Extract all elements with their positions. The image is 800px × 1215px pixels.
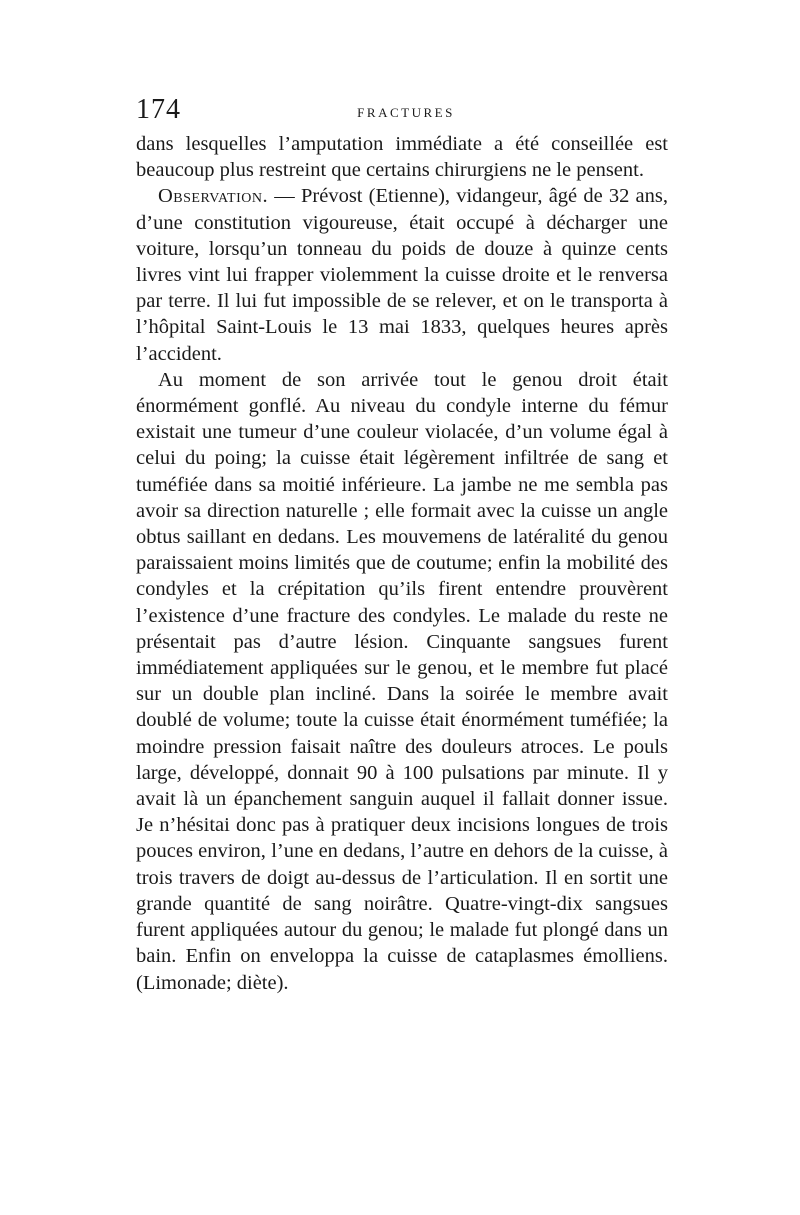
paragraph-observation (136, 183, 668, 366)
observation-text: — Prévost (Etienne), vidangeur, âgé de 32 ans, d’une constitution vigoureuse, était occupé à décharger une voiture, lorsqu’un tonneau du poids de douze à quinze cents livres vint lui frapper violemment la cuisse droite et le renversa par terre. Il lui fut impossible de se relever, et on le transporta à l’hôpital Saint-Louis le 13 mai 1833, quelques heures après l’accident. (136, 185, 668, 365)
body-text (136, 131, 668, 996)
running-head: FRACTURES (357, 105, 455, 120)
paragraph-continuation: dans lesquelles l’amputation immédiate a été conseillée est beaucoup plus restreint que certains chirurgiens ne le pensent. (136, 133, 668, 182)
observation-heading: Observation. (158, 185, 269, 208)
paragraph-clinical-course: Au moment de son arrivée tout le genou droit était énormément gonflé. Au niveau du condyle interne du fémur existait une tumeur d’une couleur violacée, d’un volume égal à celui du poing; la cuisse était légèrement infiltrée de sang et tuméfiée dans sa moitié inférieure. La jambe ne me sembla pas avoir sa direction naturelle ; elle formait avec la cuisse un angle obtus saillant en dedans. Les mouvemens de latéralité du genou paraissaient moins limités que de coutume; enfin la mobilité des condyles et la crépitation qu’ils firent entendre prouvèrent l’existence d’une fracture des condyles. Le malade du reste ne présentait pas d’autre lésion. Cinquante sangsues furent immédiatement appliquées sur le genou, et le membre fut placé sur un double plan incliné. Dans la soirée le membre avait doublé de volume; toute la cuisse était énormément tuméfiée; la moindre pression faisait naître des douleurs atroces. Le pouls large, développé, donnait 90 à 100 pulsations par minute. Il y avait là un épanchement sanguin auquel il fallait donner issue. Je n’hésitai donc pas à pratiquer deux incisions longues de trois pouces environ, l’une en dedans, l’autre en dehors de la cuisse, à trois travers de doigt au-dessus de l’articulation. Il en sortit une grande quantité de sang noirâtre. Quatre-vingt-dix sangsues furent appliquées autour du genou; le malade fut plongé dans un bain. Enfin on enveloppa la cuisse de cataplasmes émolliens. (Limonade; diète). (136, 368, 668, 994)
page-header (136, 94, 668, 128)
page-number: 174 (136, 94, 181, 125)
